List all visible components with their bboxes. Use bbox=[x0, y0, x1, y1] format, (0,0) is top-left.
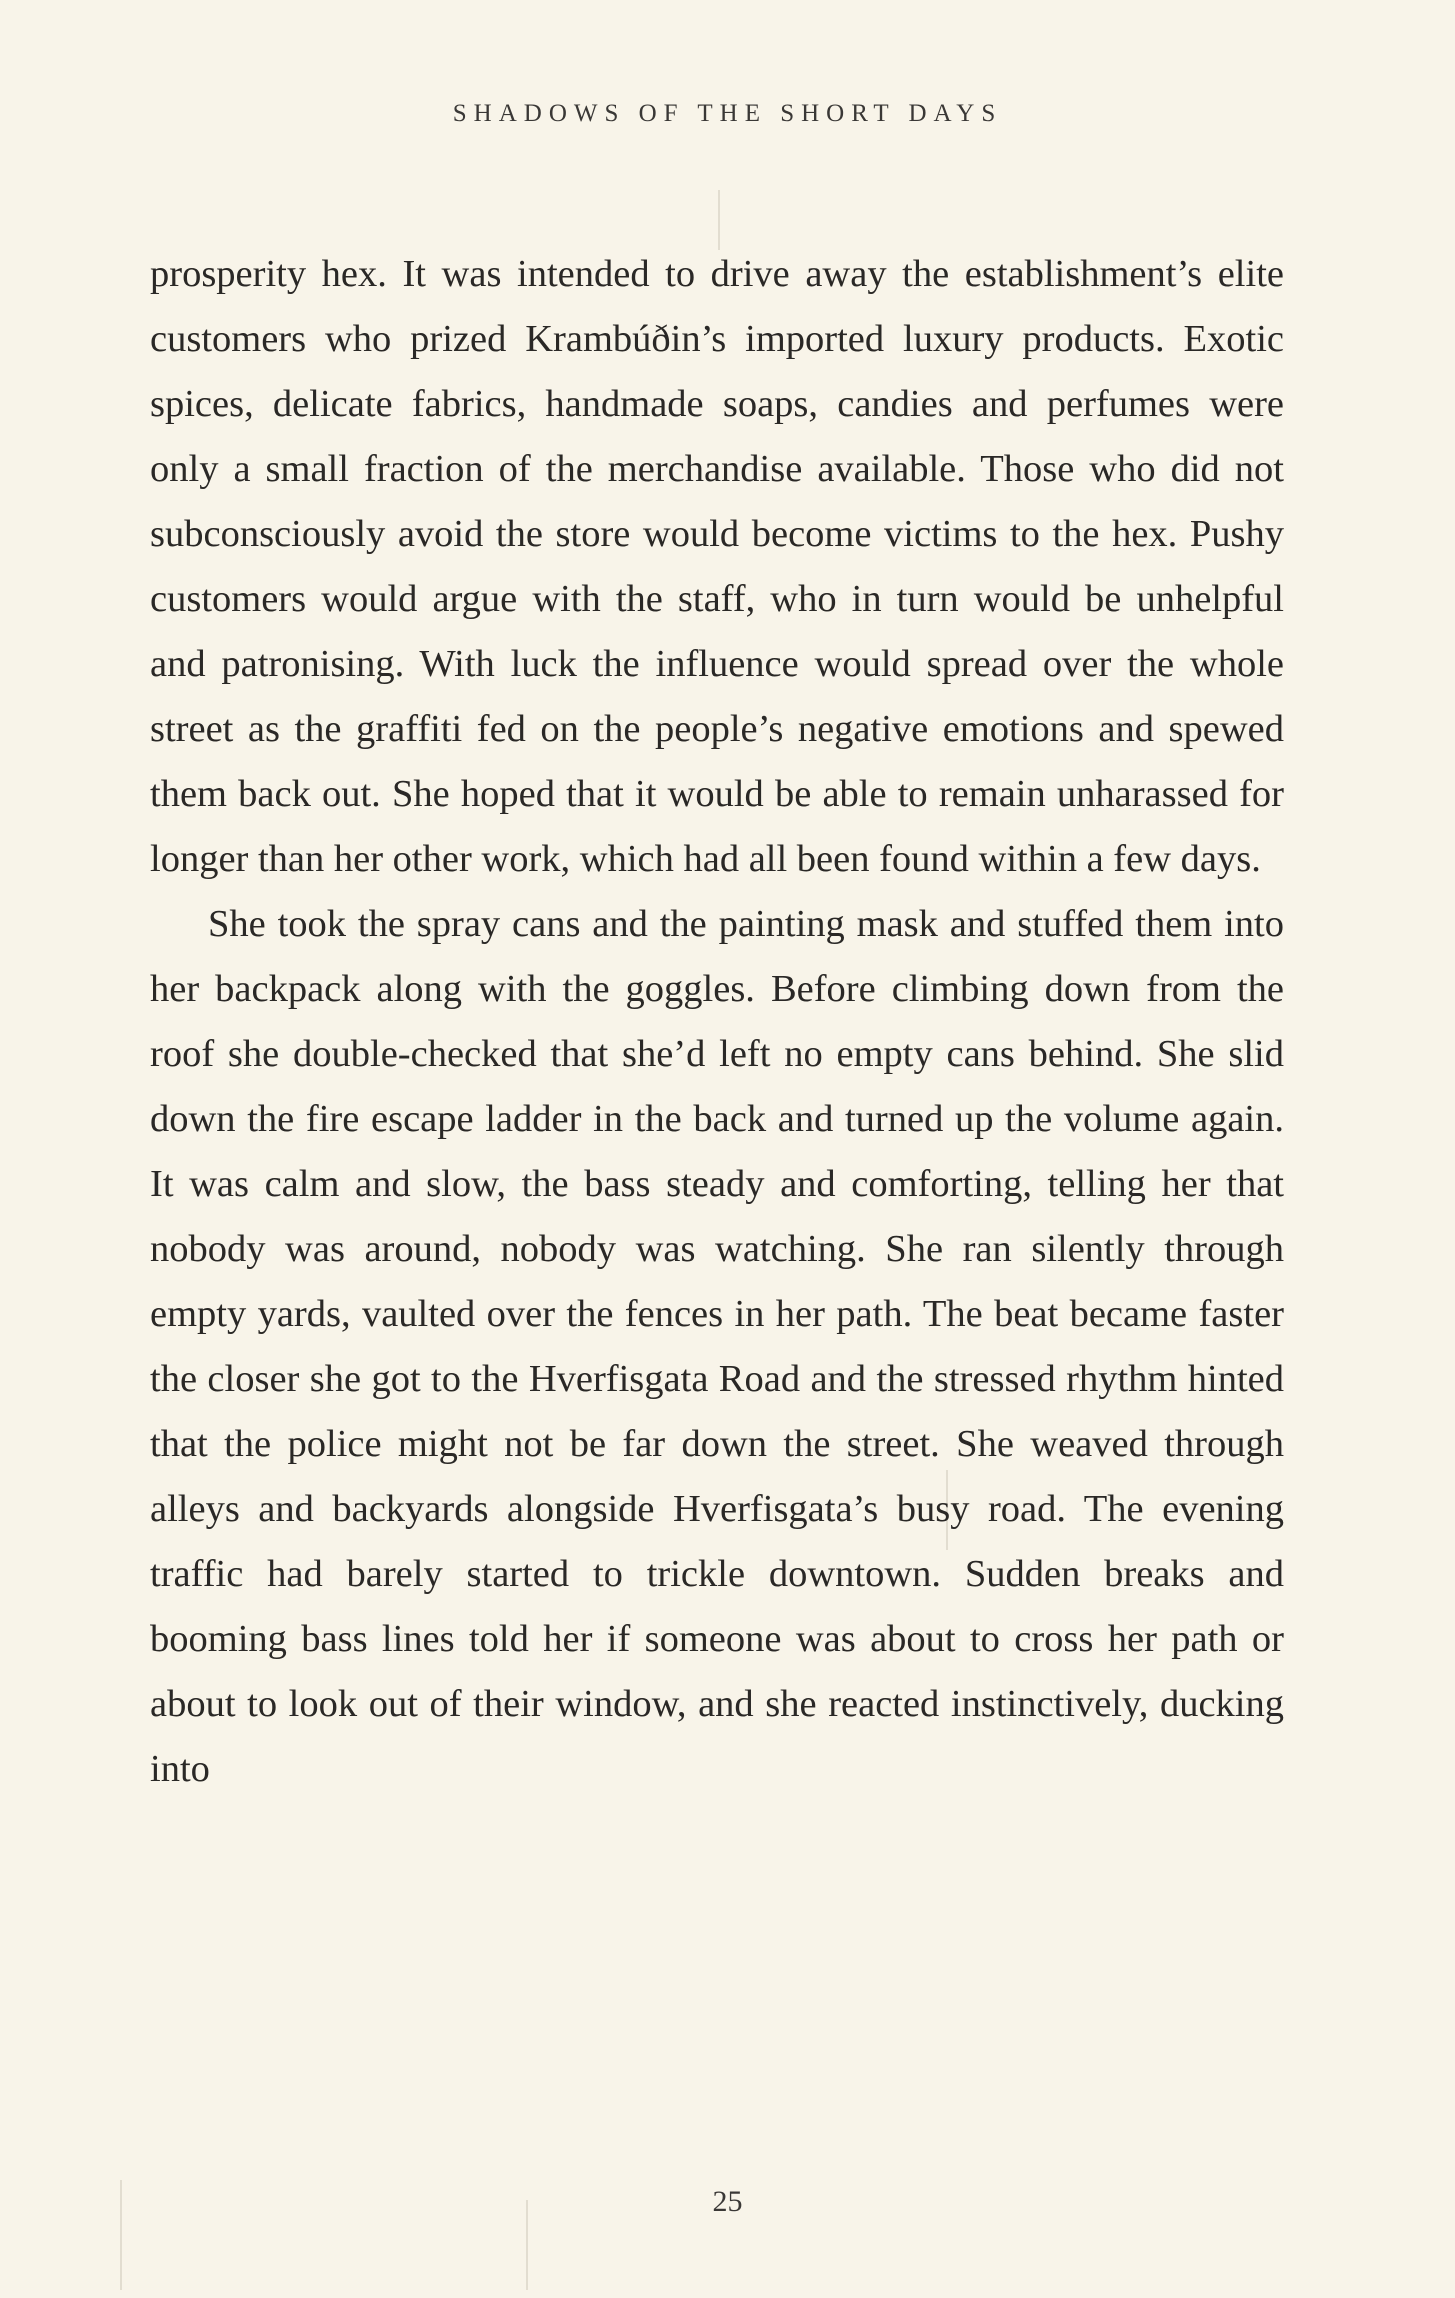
running-head: SHADOWS OF THE SHORT DAYS bbox=[452, 100, 1003, 127]
paragraph-continued: prosperity hex. It was intended to drive away the establishment’s elite customers who prized Krambúðin’s imported luxury products. Exotic spices, delicate fabrics, handmade soaps, candies and perfumes were only a small fraction of the merchandise available. Those who did not subconsciously avoid the store would become victims to the hex. Pushy customers would argue with the staff, who in turn would be unhelpful and patronising. With luck the influence would spread over the whole street as the graffiti fed on the people’s negative emotions and spewed them back out. She hoped that it would be able to remain unharassed for longer than her other work, which had all been found within a few days. bbox=[150, 253, 1284, 880]
body-text bbox=[150, 242, 1284, 1802]
paragraph: She took the spray cans and the painting mask and stuffed them into her backpack along with the goggles. Before climbing down from the roof she double-checked that she’d left no empty cans behind. She slid down the fire escape ladder in the back and turned up the volume again. It was calm and slow, the bass steady and comforting, telling her that nobody was around, nobody was watching. She ran silently through empty yards, vaulted over the fences in her path. The beat became faster the closer she got to the Hverfisgata Road and the stressed rhythm hinted that the police might not be far down the street. She weaved through alleys and backyards alongside Hverfisgata’s busy road. The evening traffic had barely started to trickle downtown. Sudden breaks and booming bass lines told her if someone was about to cross her path or about to look out of their window, and she reacted instinctively, ducking into bbox=[150, 903, 1284, 1790]
page-number: 25 bbox=[712, 2185, 743, 2218]
scan-artifact-line bbox=[718, 190, 720, 250]
